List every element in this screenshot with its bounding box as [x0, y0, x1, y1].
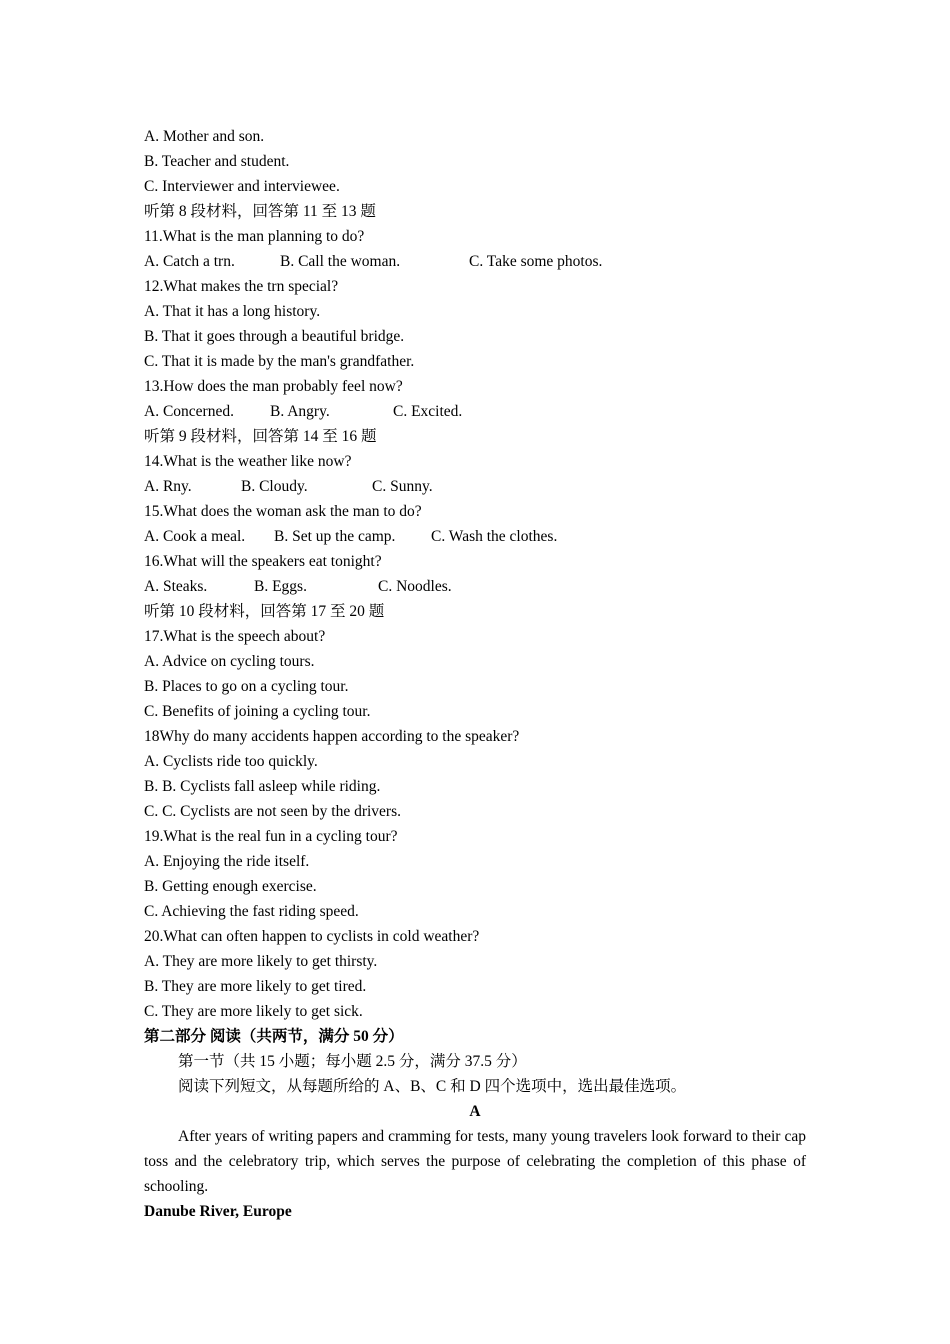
- answer-option: A. Concerned.: [144, 403, 234, 420]
- answer-option: B. Angry.: [270, 403, 330, 420]
- text-line: C. Benefits of joining a cycling tour.: [144, 703, 371, 720]
- text-line: B. B. Cyclists fall asleep while riding.: [144, 778, 381, 795]
- listening-questions: [144, 124, 806, 1024]
- text-line: C. Interviewer and interviewee.: [144, 178, 340, 195]
- text-line: 14.What is the weather like now?: [144, 453, 352, 470]
- option-row: [144, 249, 806, 274]
- text-line: B. They are more likely to get tired.: [144, 978, 367, 995]
- text-line: A. Enjoying the ride itself.: [144, 853, 310, 870]
- answer-option: B. Call the woman.: [280, 253, 401, 270]
- part-two-heading: 第二部分 阅读（共两节，满分 50 分）: [144, 1028, 404, 1045]
- text-line: 13.How does the man probably feel now?: [144, 378, 403, 395]
- text-line: A. Mother and son.: [144, 128, 265, 145]
- section-one-info: 第一节（共 15 小题；每小题 2.5 分，满分 37.5 分）: [178, 1053, 527, 1070]
- text-line: 18Why do many accidents happen according to the speaker?: [144, 728, 520, 745]
- text-line: 听第 8 段材料，回答第 11 至 13 题: [144, 203, 376, 220]
- text-line: 20.What can often happen to cyclists in cold weather?: [144, 928, 480, 945]
- answer-option: C. Wash the clothes.: [431, 528, 558, 545]
- answer-option: A. Cook a meal.: [144, 528, 246, 545]
- exam-page: [144, 124, 806, 1224]
- text-line: A. They are more likely to get thirsty.: [144, 953, 378, 970]
- text-line: 16.What will the speakers eat tonight?: [144, 553, 382, 570]
- text-line: 19.What is the real fun in a cycling tour?: [144, 828, 398, 845]
- option-row: [144, 574, 806, 599]
- answer-option: A. Steaks.: [144, 578, 208, 595]
- text-line: 听第 9 段材料，回答第 14 至 16 题: [144, 428, 377, 445]
- text-line: A. That it has a long history.: [144, 303, 321, 320]
- text-line: B. That it goes through a beautiful bridge.: [144, 328, 405, 345]
- passage-paragraph: After years of writing papers and cramming for tests, many young travelers look forward to their cap toss and the celebratory trip, which serves the purpose of celebrating the completion of this phase of schooling.: [144, 1128, 806, 1195]
- option-row: [144, 524, 806, 549]
- text-line: A. Cyclists ride too quickly.: [144, 753, 318, 770]
- answer-option: C. Take some photos.: [469, 253, 603, 270]
- answer-option: C. Sunny.: [372, 478, 433, 495]
- answer-option: A. Rny.: [144, 478, 192, 495]
- text-line: 11.What is the man planning to do?: [144, 228, 365, 245]
- answer-option: C. Noodles.: [378, 578, 452, 595]
- text-line: 12.What makes the trn special?: [144, 278, 339, 295]
- text-line: 听第 10 段材料，回答第 17 至 20 题: [144, 603, 385, 620]
- option-row: [144, 474, 806, 499]
- passage-label: A: [469, 1103, 481, 1120]
- answer-option: C. Excited.: [393, 403, 463, 420]
- text-line: 17.What is the speech about?: [144, 628, 326, 645]
- text-line: C. That it is made by the man's grandfather.: [144, 353, 415, 370]
- answer-option: B. Eggs.: [254, 578, 307, 595]
- text-line: C. Achieving the fast riding speed.: [144, 903, 359, 920]
- text-line: C. They are more likely to get sick.: [144, 1003, 363, 1020]
- text-line: 15.What does the woman ask the man to do?: [144, 503, 422, 520]
- passage-subheading: Danube River, Europe: [144, 1203, 292, 1220]
- text-line: C. C. Cyclists are not seen by the drivers.: [144, 803, 401, 820]
- answer-option: B. Cloudy.: [241, 478, 308, 495]
- text-line: B. Getting enough exercise.: [144, 878, 317, 895]
- reading-instruction: 阅读下列短文，从每题所给的 A、B、C 和 D 四个选项中，选出最佳选项。: [178, 1078, 687, 1095]
- text-line: B. Places to go on a cycling tour.: [144, 678, 349, 695]
- text-line: B. Teacher and student.: [144, 153, 290, 170]
- text-line: A. Advice on cycling tours.: [144, 653, 315, 670]
- answer-option: A. Catch a trn.: [144, 253, 235, 270]
- answer-option: B. Set up the camp.: [274, 528, 396, 545]
- option-row: [144, 399, 806, 424]
